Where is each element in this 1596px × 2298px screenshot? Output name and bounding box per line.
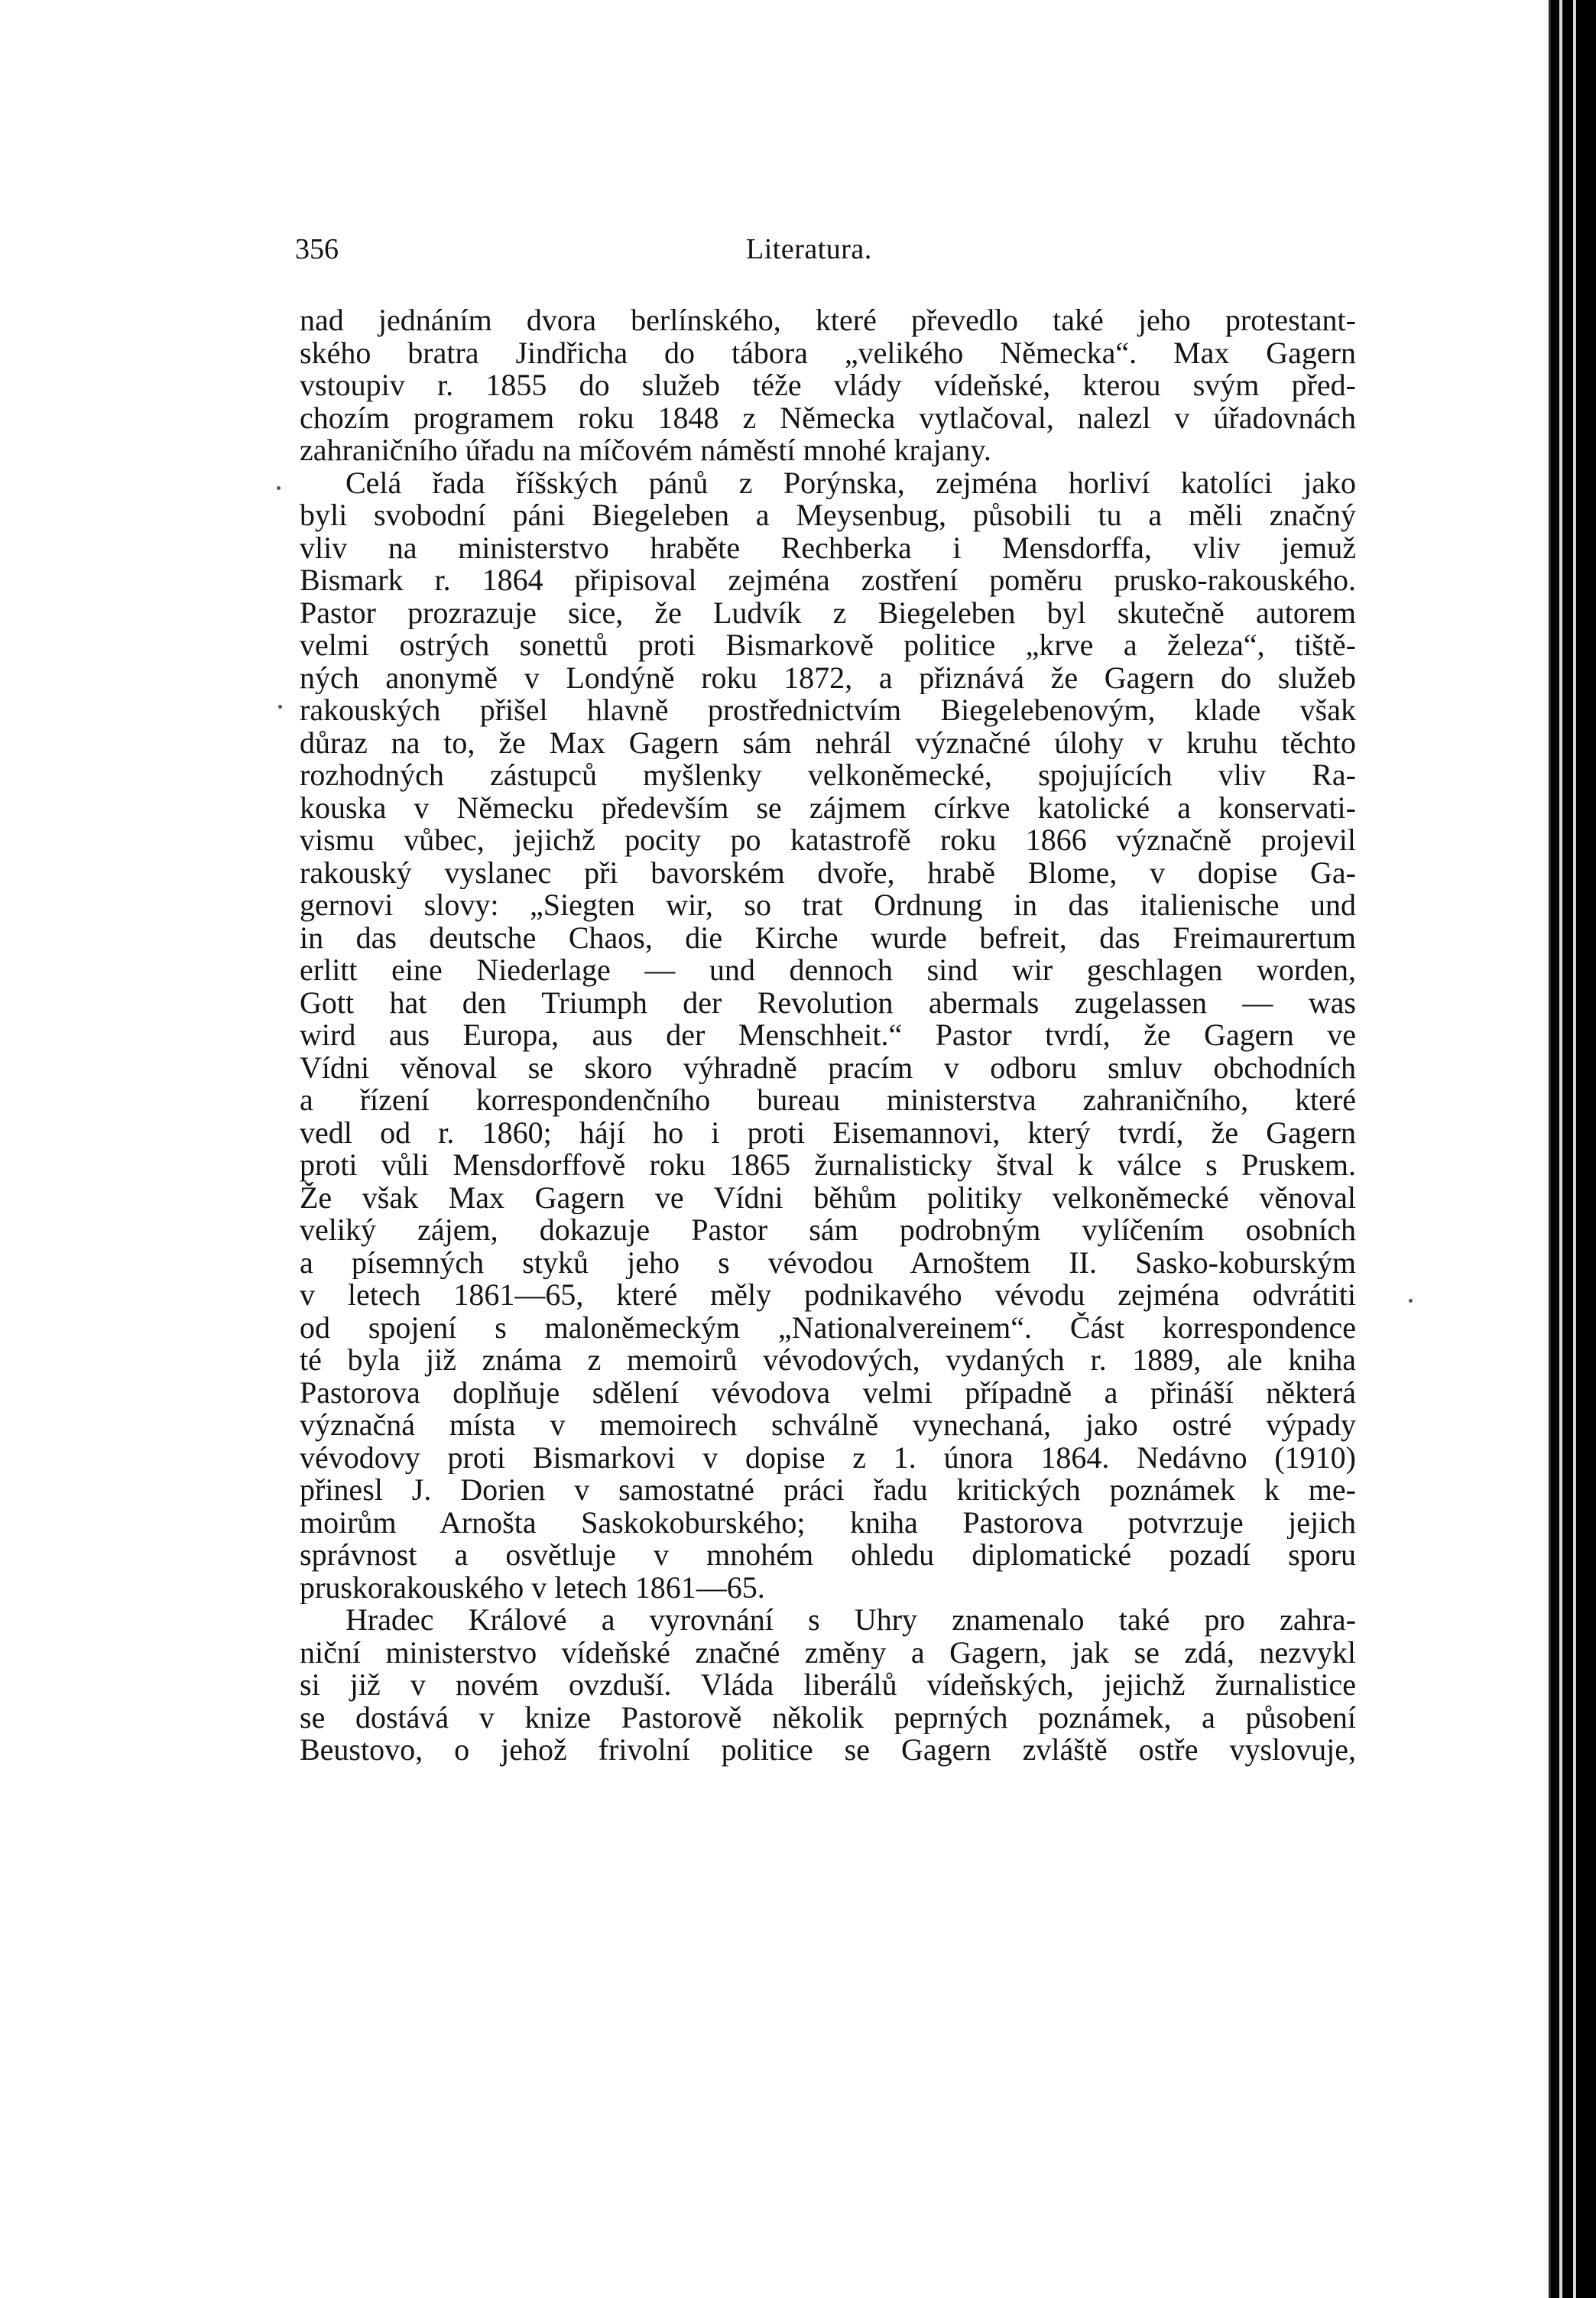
text-line: erlitt eine Niederlage — und dennoch sind wir geschlagen worden, bbox=[300, 954, 1356, 987]
scan-speck bbox=[1409, 1299, 1413, 1303]
text-line: důraz na to, že Max Gagern sám nehrál význačné úlohy v kruhu těchto bbox=[300, 726, 1356, 759]
text-line: pruskorakouského v letech 1861—65. bbox=[300, 1571, 765, 1604]
text-line: rakouských přišel hlavně prostřednictvím Biegelebenovým, klade však bbox=[300, 694, 1356, 727]
text-line: té byla již známa z memoirů vévodových, vydaných r. 1889, ale kniha bbox=[300, 1344, 1356, 1377]
text-line: Pastorova doplňuje sdělení vévodova velmi případně a přináší některá bbox=[300, 1376, 1356, 1409]
text-line: moirům Arnošta Saskokoburského; kniha Pastorova potvrzuje jejich bbox=[300, 1506, 1356, 1539]
text-line: správnost a osvětluje v mnohém ohledu diplomatické pozadí sporu bbox=[300, 1539, 1356, 1572]
text-line: proti vůli Mensdorffově roku 1865 žurnalisticky štval k válce s Pruskem. bbox=[300, 1149, 1356, 1182]
text-line: se dostává v knize Pastorově několik peprných poznámek, a působení bbox=[300, 1701, 1356, 1734]
text-line: vedl od r. 1860; hájí ho i proti Eisemannovi, který tvrdí, že Gagern bbox=[300, 1116, 1356, 1149]
text-line: rakouský vyslanec při bavorském dvoře, hrabě Blome, v dopise Ga- bbox=[300, 856, 1356, 889]
text-line: chozím programem roku 1848 z Německa vytlačoval, nalezl v úřadovnách bbox=[300, 401, 1356, 434]
scan-edge-line bbox=[1559, 0, 1562, 2298]
text-line: a řízení korrespondenčního bureau ministerstva zahraničního, které bbox=[300, 1084, 1356, 1117]
page-number: 356 bbox=[295, 233, 339, 265]
body-text bbox=[300, 304, 1356, 1767]
text-line: nad jednáním dvora berlínského, které převedlo také jeho protestant- bbox=[300, 304, 1356, 337]
text-line: wird aus Europa, aus der Menschheit.“ Pastor tvrdí, že Gagern ve bbox=[300, 1019, 1356, 1052]
text-line: zahraničního úřadu na míčovém náměstí mnohé krajany. bbox=[300, 434, 991, 467]
page-header bbox=[295, 232, 1361, 271]
text-line: vismu vůbec, jejichž pocity po katastrofě roku 1866 význačně projevil bbox=[300, 824, 1356, 857]
scan-speck bbox=[278, 705, 282, 709]
text-line: veliký zájem, dokazuje Pastor sám podrobným vylíčením osobních bbox=[300, 1214, 1356, 1247]
scan-speck bbox=[277, 486, 281, 490]
text-line: přinesl J. Dorien v samostatné práci řadu kritických poznámek k me- bbox=[300, 1474, 1356, 1507]
text-line: Že však Max Gagern ve Vídni běhům politiky velkoněmecké věnoval bbox=[300, 1181, 1356, 1214]
text-line: rozhodných zástupců myšlenky velkoněmecké, spojujících vliv Ra- bbox=[300, 759, 1356, 792]
text-line: kouska v Německu především se zájmem církve katolické a konservati- bbox=[300, 791, 1356, 824]
text-line: Bismark r. 1864 připisoval zejména zostření poměru prusko-rakouského. bbox=[300, 564, 1356, 597]
text-line: vévodovy proti Bismarkovi v dopise z 1. února 1864. Nedávno (1910) bbox=[300, 1441, 1356, 1474]
text-line: in das deutsche Chaos, die Kirche wurde befreit, das Freimaurertum bbox=[300, 921, 1356, 954]
running-title: Literatura. bbox=[746, 233, 872, 265]
text-line: byli svobodní páni Biegeleben a Meysenbug, působili tu a měli značný bbox=[300, 499, 1356, 532]
scan-edge-line bbox=[1573, 0, 1576, 2298]
text-line: Hradec Králové a vyrovnání s Uhry znamenalo také pro zahra- bbox=[345, 1604, 1356, 1637]
text-line: Vídni věnoval se skoro výhradně pracím v odboru smluv obchodních bbox=[300, 1051, 1356, 1084]
text-line: Gott hat den Triumph der Revolution abermals zugelassen — was bbox=[300, 986, 1356, 1019]
text-line: význačná místa v memoirech schválně vynechaná, jako ostré výpady bbox=[300, 1409, 1356, 1442]
text-line: a písemných styků jeho s vévodou Arnoštem II. Sasko-koburským bbox=[300, 1246, 1356, 1279]
text-line: velmi ostrých sonettů proti Bismarkově politice „krve a železa“, tiště- bbox=[300, 629, 1356, 662]
text-line: vliv na ministerstvo hraběte Rechberka i Mensdorffa, vliv jemuž bbox=[300, 531, 1356, 564]
text-line: gernovi slovy: „Siegten wir, so trat Ordnung in das italienische und bbox=[300, 889, 1356, 922]
text-line: ského bratra Jindřicha do tábora „velikého Německa“. Max Gagern bbox=[300, 336, 1356, 369]
text-line: v letech 1861—65, které měly podnikavého vévodu zejména odvrátiti bbox=[300, 1279, 1356, 1312]
text-line: si již v novém ovzduší. Vláda liberálů vídeňských, jejichž žurnalistice bbox=[300, 1669, 1356, 1702]
text-line: vstoupiv r. 1855 do služeb téže vlády vídeňské, kterou svým před- bbox=[300, 369, 1356, 402]
text-line: niční ministerstvo vídeňské značné změny a Gagern, jak se zdá, nezvykl bbox=[300, 1636, 1356, 1669]
text-line: Beustovo, o jehož frivolní politice se Gagern zvláště ostře vyslovuje, bbox=[300, 1734, 1356, 1767]
text-line: ných anonymě v Londýně roku 1872, a přiznává že Gagern do služeb bbox=[300, 661, 1356, 694]
text-line: Celá řada říšských pánů z Porýnska, zejména horliví katolíci jako bbox=[345, 466, 1356, 499]
text-line: od spojení s maloněmeckým „Nationalvereinem“. Část korrespondence bbox=[300, 1311, 1356, 1344]
text-line: Pastor prozrazuje sice, že Ludvík z Biegeleben byl skutečně autorem bbox=[300, 596, 1356, 629]
